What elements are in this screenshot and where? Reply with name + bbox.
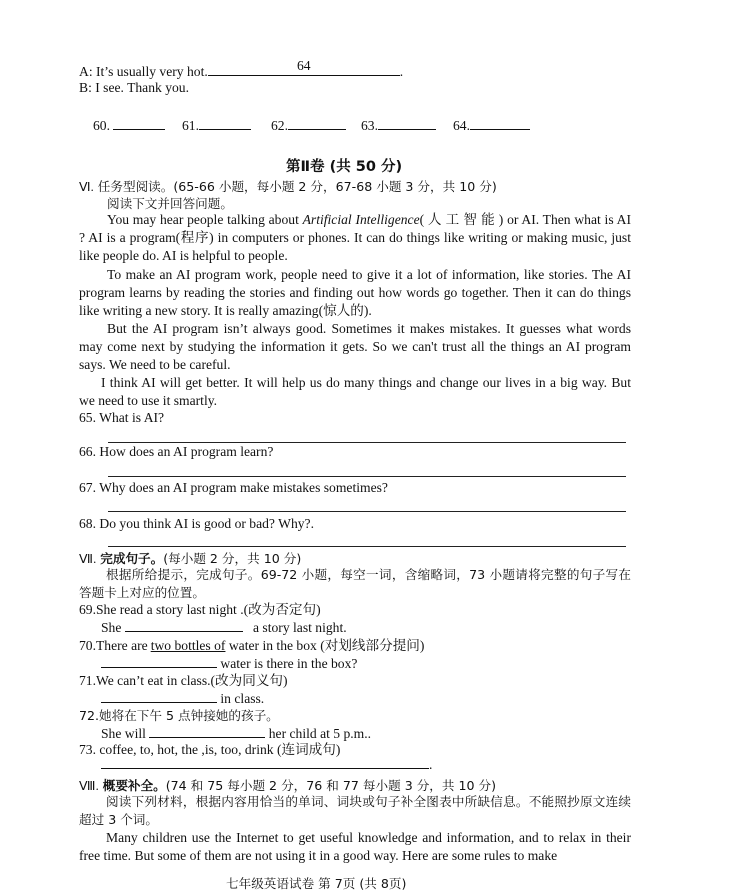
dialogue-a-end: . xyxy=(399,64,404,79)
blank-line xyxy=(378,129,436,130)
answer-line-68[interactable] xyxy=(108,546,626,547)
blank-number: 64 xyxy=(296,58,311,73)
passage-paragraph-2: To make an AI program work, people need to give it a lot of information, like stories. The AI program learns by reading the stories and finding out how words go together. Then it can do things like writing a new story. It is really amazing(惊人的). xyxy=(79,267,631,318)
section-number: Ⅶ. xyxy=(79,552,97,566)
section-points: (每小题 2 分，共 10 分) xyxy=(163,551,302,566)
section7-instruction: 根据所给提示，完成句子。69-72 小题，每空一词，含缩略词，73 小题请将完整的句子写在答题卡上对应的位置。 xyxy=(79,567,631,600)
passage-paragraph-1 xyxy=(79,211,631,265)
section8-paragraph-1: Many children use the Internet to get useful knowledge and information, and to relax in their free time. But some of them are not using it in a good way. Here are some rules to make xyxy=(79,830,631,863)
section-title: 完成句子。 xyxy=(100,551,164,566)
q70-start: 70.There are xyxy=(79,638,148,653)
part2-title: 第Ⅱ卷 (共 50 分) xyxy=(286,159,403,175)
dialogue-line-a xyxy=(79,58,404,81)
answer-end: in class. xyxy=(220,691,265,706)
dialogue-a-text: A: It’s usually very hot. xyxy=(79,64,208,79)
blank-71a[interactable] xyxy=(101,702,159,703)
section-number: Ⅵ. xyxy=(79,180,94,194)
question-66: 66. How does an AI program learn? xyxy=(79,444,274,459)
question-71: 71.We can’t eat in class.(改为同义句) xyxy=(79,673,288,688)
answer-blank-62[interactable] xyxy=(271,117,346,135)
answer-69 xyxy=(101,619,347,637)
passage-paragraph-3: But the AI program isn’t always good. Sometimes it makes mistakes. It guesses what words may come next by studying the information it gets. So we can't trust all the things an AI program says. We need to be careful. xyxy=(79,321,631,372)
blank-70b[interactable] xyxy=(159,667,217,668)
question-72: 72.她将在下午 5 点钟接她的孩子。 xyxy=(79,708,279,723)
question-67: 67. Why does an AI program make mistakes sometimes? xyxy=(79,480,388,495)
answer-start: She will xyxy=(101,726,146,741)
answer-blank-63[interactable] xyxy=(361,117,436,135)
page-footer: 七年级英语试卷 第 7页 (共 8页) xyxy=(226,876,407,891)
blank-line xyxy=(113,129,165,130)
p1-start: You may hear people talking about xyxy=(107,212,303,227)
section-title: 概要补全。 xyxy=(102,778,166,793)
blank-line xyxy=(288,129,346,130)
blank-69a[interactable] xyxy=(125,631,181,632)
blank-73[interactable] xyxy=(101,768,429,769)
answer-end: her child at 5 p.m.. xyxy=(268,726,372,741)
p1-italic: Artificial Intelligence xyxy=(302,212,420,227)
blank-label: 61. xyxy=(182,118,199,133)
answer-end: a story last night. xyxy=(253,620,347,635)
question-73: 73. coffee, to, hot, the ,is, too, drink (连词成句) xyxy=(79,742,341,757)
question-69: 69.She read a story last night .(改为否定句) xyxy=(79,602,321,617)
answer-73 xyxy=(101,756,432,774)
answer-71 xyxy=(101,690,264,708)
answer-start: She xyxy=(101,620,122,635)
answer-blank-60[interactable] xyxy=(93,117,165,135)
blank-label: 62. xyxy=(271,118,288,133)
answer-blank-64[interactable] xyxy=(208,58,400,76)
section-points: (74 和 75 每小题 2 分，76 和 77 每小题 3 分，共 10 分) xyxy=(165,778,497,793)
answer-70 xyxy=(101,655,357,673)
answer-end: water is there in the box? xyxy=(220,656,358,671)
answer-line-67[interactable] xyxy=(108,511,626,512)
question-70 xyxy=(79,637,424,655)
answer-end: . xyxy=(429,757,433,772)
dialogue-line-b: B: I see. Thank you. xyxy=(79,80,189,95)
blank-label: 60. xyxy=(93,118,110,133)
section8-heading xyxy=(79,775,496,795)
blank-line xyxy=(470,129,530,130)
blank-69b[interactable] xyxy=(181,631,243,632)
p1-rest: ( 人 工 智 能 ) or AI. Then what is AI ? AI is a program(程序) in computers or phones. It can do things like writing or making music, just like people do. AI is helpful to people. xyxy=(79,212,631,263)
q70-underlined: two bottles of xyxy=(150,638,226,653)
blank-label: 63. xyxy=(361,118,378,133)
blank-71b[interactable] xyxy=(159,702,217,703)
section7-heading xyxy=(79,548,301,568)
blank-72a[interactable] xyxy=(149,737,207,738)
section8-instruction: 阅读下列材料，根据内容用恰当的单词、词块或句子补全图表中所缺信息。不能照抄原文连续超过 3 个词。 xyxy=(79,794,631,827)
answer-blank-64b[interactable] xyxy=(453,117,530,135)
answer-line-66[interactable] xyxy=(108,476,626,477)
section6-instruction: 阅读下文并回答问题。 xyxy=(107,196,233,211)
question-65: 65. What is AI? xyxy=(79,410,165,425)
blank-72b[interactable] xyxy=(207,737,265,738)
answer-blank-61[interactable] xyxy=(182,117,251,135)
blank-line xyxy=(199,129,251,130)
q70-rest: water in the box (对划线部分提问) xyxy=(228,638,425,653)
section-title: 任务型阅读。(65-66 小题，每小题 2 分，67-68 小题 3 分，共 10 分) xyxy=(97,179,497,194)
question-68: 68. Do you think AI is good or bad? Why?. xyxy=(79,516,314,531)
blank-70a[interactable] xyxy=(101,667,159,668)
section-number: Ⅷ. xyxy=(79,779,99,793)
blank-label: 64. xyxy=(453,118,470,133)
passage-paragraph-4: I think AI will get better. It will help us do many things and change our lives in a big way. But we need to use it smartly. xyxy=(79,375,631,408)
